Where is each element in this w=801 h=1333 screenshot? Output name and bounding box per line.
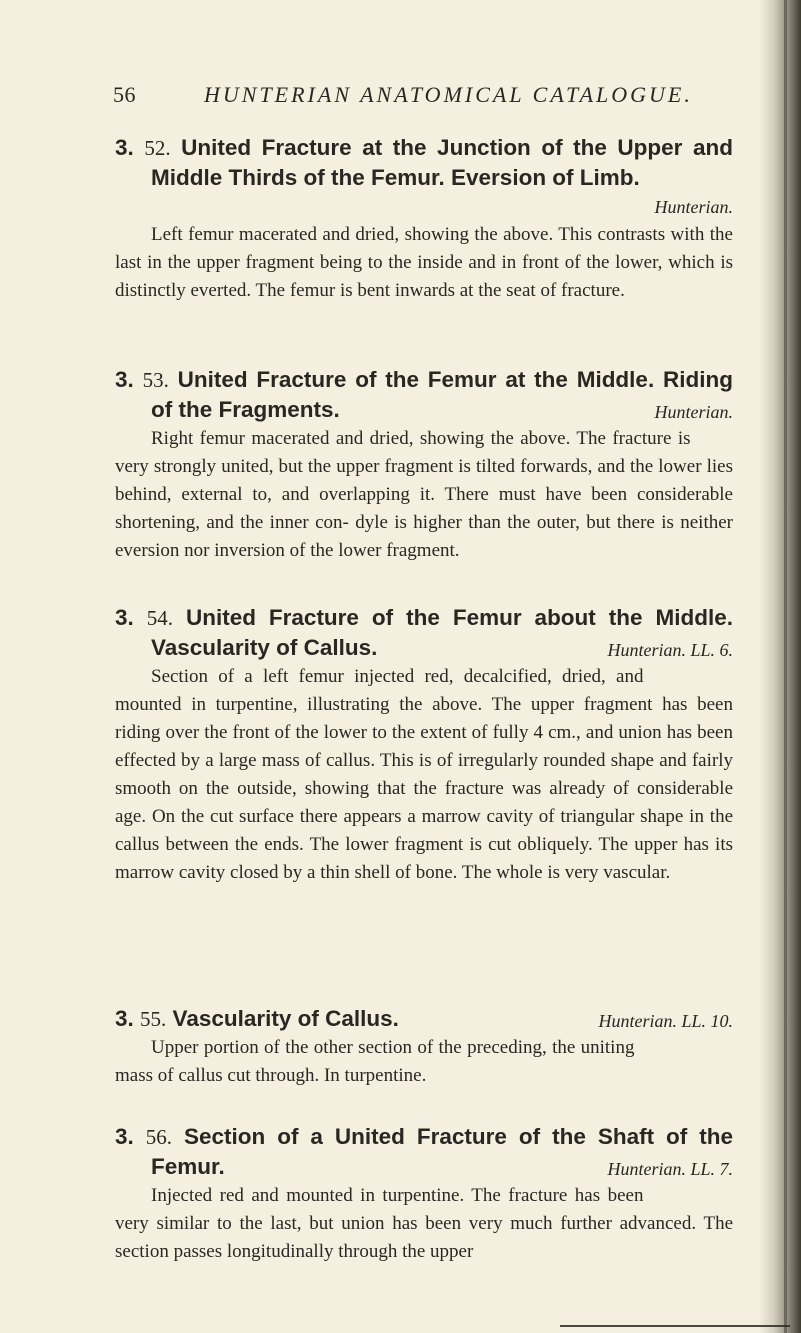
entry-collection: Hunterian. LL. 10. — [598, 1011, 733, 1031]
entry-heading — [115, 133, 733, 193]
entry-title: United Fracture at the Junction of the Upper and Middle Thirds of the Femur. Eversion of Limb. — [151, 135, 733, 190]
page-bottom-rule — [560, 1325, 790, 1327]
entry-collection: Hunterian. LL. 7. — [607, 1159, 733, 1179]
page-edge-line — [784, 0, 787, 1333]
entry-number: 3. — [115, 1006, 134, 1031]
entry-subnumber: 55. — [140, 1007, 167, 1031]
entry-collection: Hunterian. — [654, 402, 733, 422]
page-number: 56 — [113, 82, 136, 107]
entry-collection: Hunterian. LL. 6. — [607, 640, 733, 660]
entry-description: Section of a left femur injected red, decalcified, dried, and mounted in turpentine, illustrating the above. The upper fragment has been riding over the front of the lower to the extent of fully 4 cm., and union has been effected by a large mass of callus. This is of irregularly rounded shape and fairly smooth on the outside, showing that the fracture was already of considerable age. On the cut surface there appears a marrow cavity of triangular shape in the callus between the ends. The lower fragment is cut obliquely. The upper has its marrow cavity closed by a thin shell of bone. The whole is very vascular. — [115, 666, 733, 883]
entry-title: United Fracture of the Femur about the Middle. Vascularity of Callus. — [151, 605, 733, 660]
running-head — [113, 82, 723, 112]
catalogue-entry — [115, 1122, 733, 1266]
entry-subnumber: 53. — [142, 368, 169, 392]
catalogue-entry — [115, 365, 733, 565]
entry-description: Left femur macerated and dried, showing the above. This contrasts with the last in the upper fragment being to the inside and in front of the lower, which is distinctly everted. The femur is bent inwards at the seat of fracture. — [115, 224, 733, 301]
catalogue-entry — [115, 133, 733, 305]
page-edge-shadow — [759, 0, 801, 1333]
entry-subnumber: 52. — [144, 136, 171, 160]
running-head-title: HUNTERIAN ANATOMICAL CATALOGUE. — [204, 82, 693, 107]
entry-title: Vascularity of Callus. — [172, 1006, 399, 1031]
entry-number: 3. — [115, 367, 134, 392]
entry-description: Upper portion of the other section of the preceding, the uniting mass of callus cut through. In turpentine. — [115, 1037, 635, 1086]
catalogue-entry — [115, 603, 733, 887]
entry-collection: Hunterian. — [654, 197, 733, 217]
entry-title: United Fracture of the Femur at the Middle. Riding of the Fragments. — [151, 367, 733, 422]
entry-heading — [115, 1004, 733, 1034]
entry-subnumber: 54. — [146, 606, 173, 630]
entry-heading — [115, 603, 733, 663]
entry-subnumber: 56. — [145, 1125, 172, 1149]
entry-number: 3. — [115, 1124, 134, 1149]
entry-description: Right femur macerated and dried, showing the above. The fracture is very strongly united, but the upper fragment is tilted forwards, and the lower lies behind, external to, and overlapping it. There must have been considerable shortening, and the inner con- dyle is higher than the outer, but there is neither eversion nor inversion of the lower fragment. — [115, 428, 733, 561]
entry-title: Section of a United Fracture of the Shaft of the Femur. — [151, 1124, 733, 1179]
entry-number: 3. — [115, 135, 134, 160]
entry-number: 3. — [115, 605, 134, 630]
entry-heading — [115, 365, 733, 425]
entry-description: Injected red and mounted in turpentine. The fracture has been very similar to the last, but union has been very much further advanced. The section passes longitudinally through the upper — [115, 1185, 733, 1262]
entry-heading — [115, 1122, 733, 1182]
catalogue-entry — [115, 1004, 733, 1090]
